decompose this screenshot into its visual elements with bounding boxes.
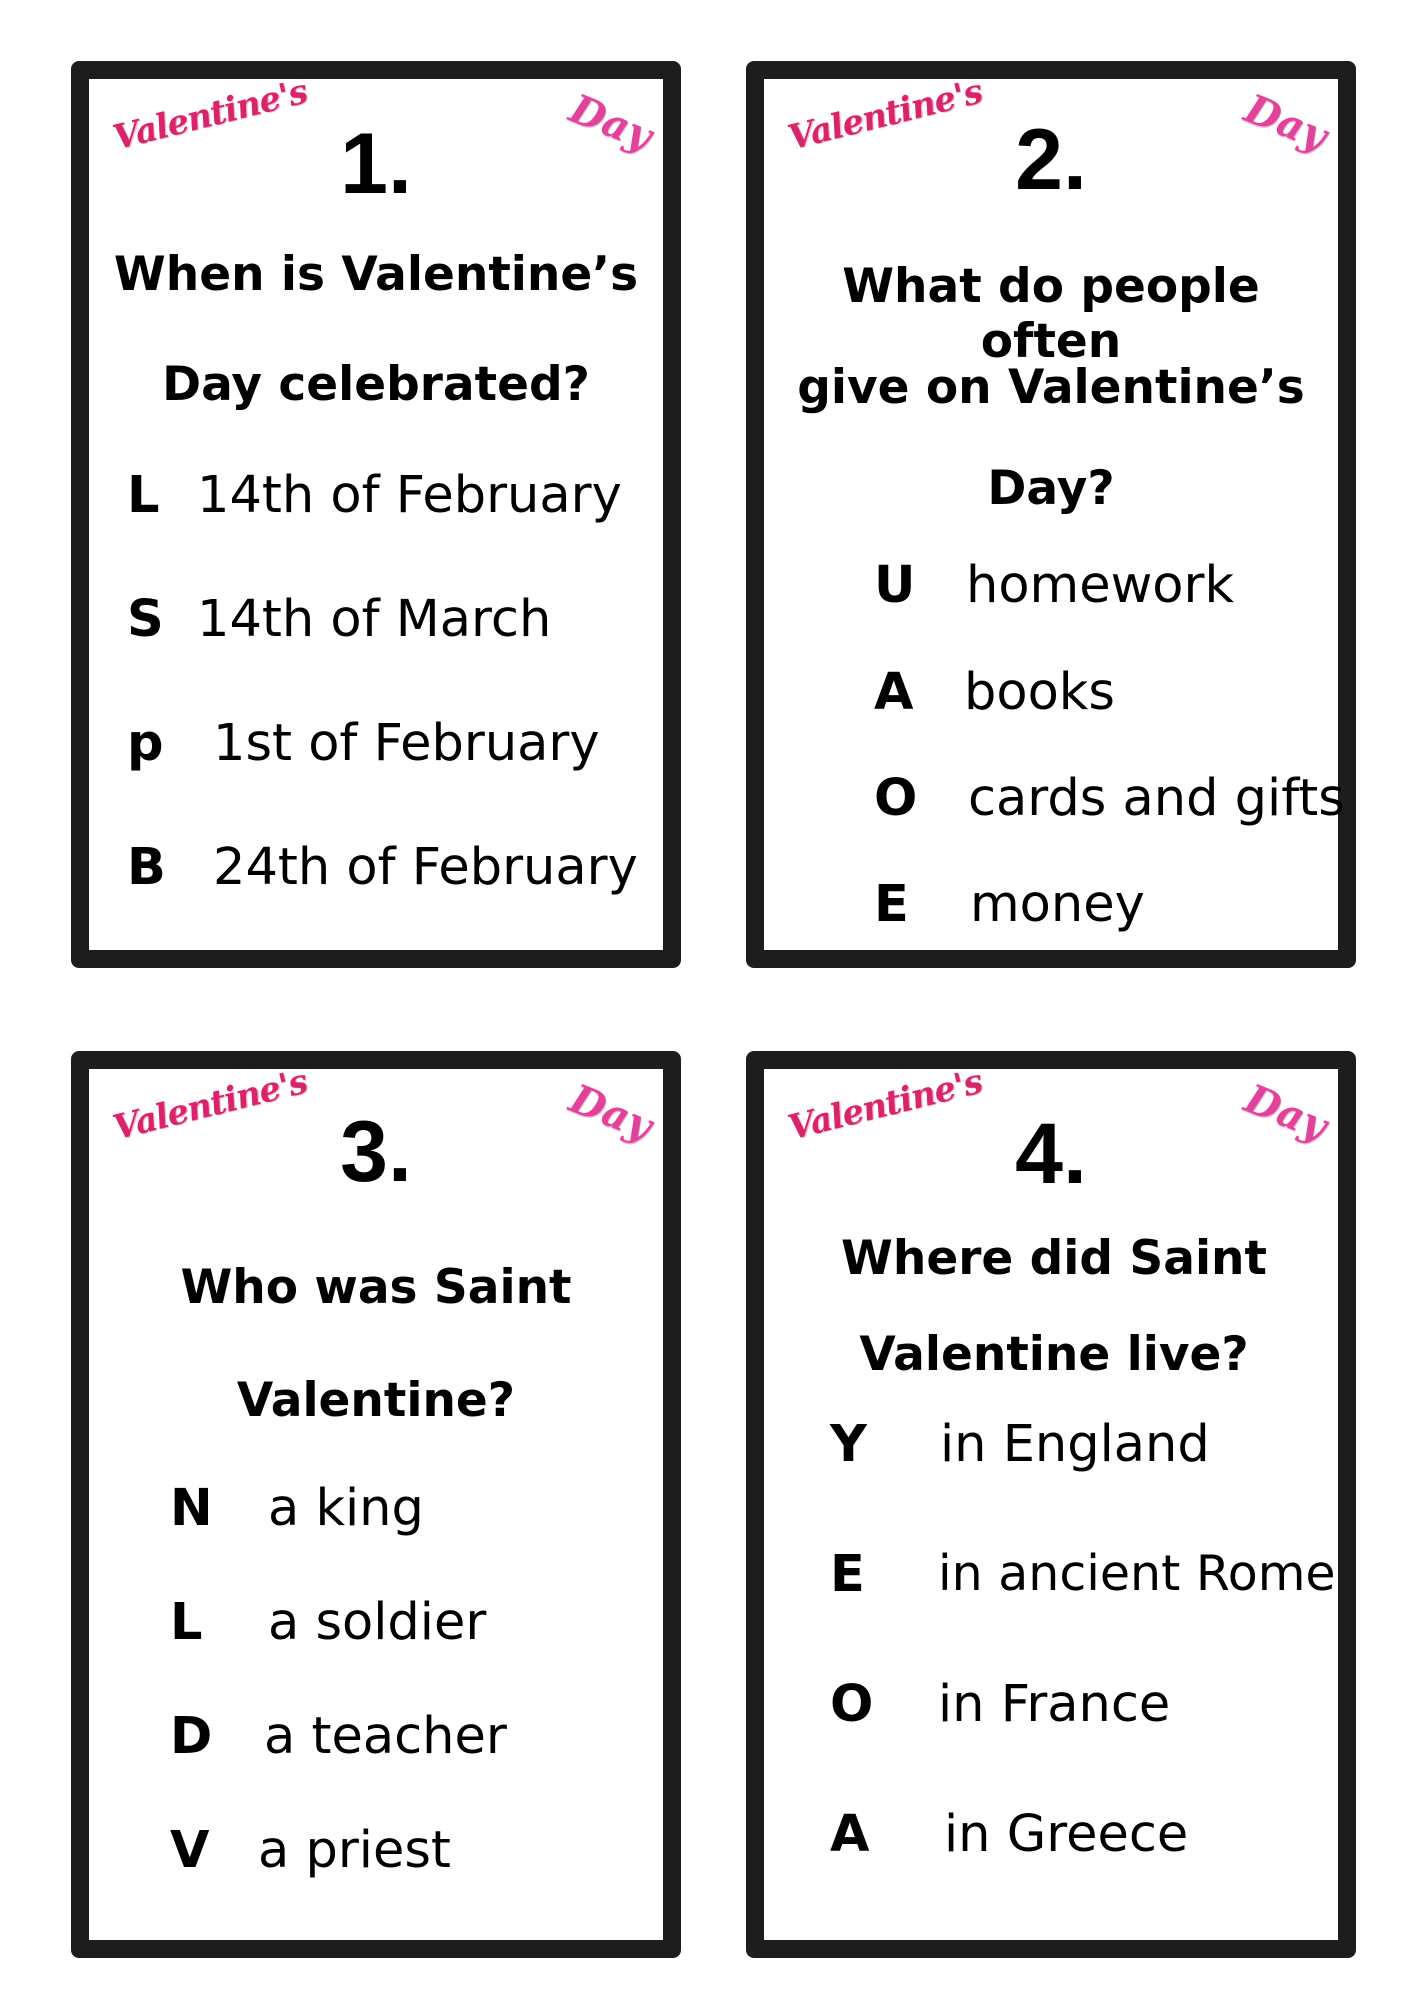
option-text: in Greece <box>944 1805 1189 1864</box>
question-line-1: What do people often <box>842 259 1260 369</box>
card-number: 2. <box>1015 112 1087 208</box>
option-letter: O <box>874 769 918 828</box>
quiz-card-1 <box>71 61 681 968</box>
option-text: a soldier <box>268 1593 487 1652</box>
option-letter: L <box>127 466 160 525</box>
option-text: books <box>964 663 1115 722</box>
question-line-1: Where did Saint <box>841 1231 1267 1286</box>
card-number: 3. <box>340 1104 412 1200</box>
option-letter: p <box>127 714 164 773</box>
card-number: 4. <box>1015 1106 1087 1202</box>
option-text: 1st of February <box>213 714 600 773</box>
quiz-card-2 <box>746 61 1356 968</box>
quiz-card-4 <box>746 1051 1356 1958</box>
day-logo: Day <box>563 85 659 160</box>
option-letter: D <box>170 1707 213 1766</box>
option-text: in ancient Rome <box>938 1545 1336 1602</box>
option-text: a king <box>268 1479 424 1538</box>
option-letter: S <box>127 590 164 649</box>
option-letter: U <box>874 556 916 615</box>
valentines-logo: Valentine's <box>109 71 311 159</box>
option-text: 24th of February <box>213 838 638 897</box>
option-text: cards and gifts <box>968 769 1345 828</box>
card-number: 1. <box>340 116 412 212</box>
valentines-logo: Valentine's <box>784 1061 986 1149</box>
question-line-2: Valentine live? <box>859 1327 1249 1382</box>
option-letter: A <box>874 663 914 722</box>
option-text: a priest <box>258 1821 451 1880</box>
question-line-1: When is Valentine’s <box>113 247 639 302</box>
option-letter: Y <box>830 1415 867 1474</box>
option-letter: O <box>830 1675 874 1734</box>
quiz-card-3 <box>71 1051 681 1958</box>
option-text: 14th of February <box>197 466 622 525</box>
question-line-2: Day celebrated? <box>162 357 590 412</box>
option-letter: E <box>874 875 909 934</box>
valentines-logo: Valentine's <box>109 1061 311 1149</box>
option-text: in England <box>940 1415 1210 1474</box>
option-text: money <box>970 875 1145 934</box>
day-logo: Day <box>1238 1075 1334 1150</box>
day-logo: Day <box>563 1075 659 1150</box>
question-line-1: Who was Saint <box>180 1260 572 1315</box>
question-line-3: Day? <box>987 461 1115 516</box>
option-text: a teacher <box>264 1707 507 1766</box>
option-text: in France <box>938 1675 1171 1734</box>
question-line-2: give on Valentine’s <box>797 360 1305 415</box>
valentines-logo: Valentine's <box>784 71 986 159</box>
option-text: 14th of March <box>197 590 552 649</box>
day-logo: Day <box>1238 85 1334 160</box>
option-letter: A <box>830 1805 870 1864</box>
option-text: homework <box>966 556 1234 615</box>
option-letter: V <box>170 1821 210 1880</box>
option-letter: N <box>170 1479 213 1538</box>
option-letter: E <box>830 1545 865 1604</box>
question-line-2: Valentine? <box>236 1373 516 1428</box>
option-letter: L <box>170 1593 203 1652</box>
option-letter: B <box>127 838 166 897</box>
